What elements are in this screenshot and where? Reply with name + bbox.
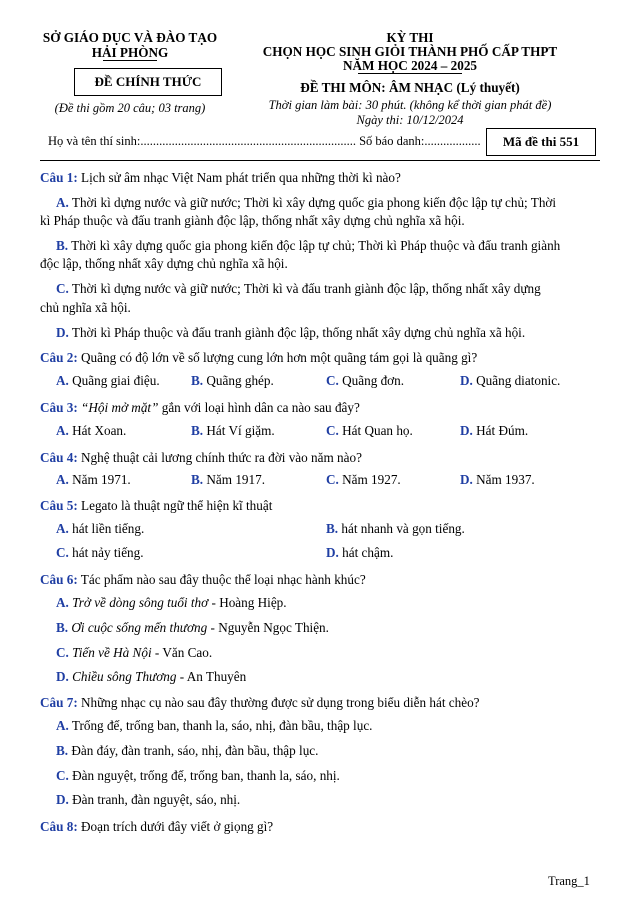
question-5: Câu 5: Legato là thuật ngữ thể hiện kĩ thuật	[40, 498, 273, 513]
page-number: Trang_1	[548, 874, 590, 888]
q5-option-b: B. hát nhanh và gọn tiếng.	[326, 521, 465, 536]
q1-option-c: C. Thời kì dựng nước và giữ nước; Thời kì và đấu tranh giành độc lập, thống nhất xây dựng	[56, 281, 541, 296]
q4-option-b: B. Năm 1917.	[191, 472, 265, 487]
q1-option-d: D. Thời kì Pháp thuộc và đấu tranh giành độc lập, thống nhất xây dựng chủ nghĩa xã hội.	[56, 325, 526, 340]
q6-option-b: B. Ơi cuộc sống mến thương - Nguyễn Ngọc Thiện.	[56, 620, 329, 635]
student-info-line: Họ và tên thí sinh:..................................................................... Số báo danh:..................	[48, 134, 481, 148]
q1-option-a: A. Thời kì dựng nước và giữ nước; Thời kì xây dựng quốc gia phong kiến độc lập tự chủ; Thời	[56, 195, 557, 210]
q5-option-a: A. hát liền tiếng.	[56, 521, 145, 536]
school-year: NĂM HỌC 2024 – 2025	[342, 58, 478, 73]
q5-option-c: C. hát nảy tiếng.	[56, 545, 144, 560]
page-note: (Đề thi gồm 20 câu; 03 trang)	[54, 101, 206, 115]
q3-option-c: C. Hát Quan họ.	[326, 423, 413, 438]
q6-option-a: A. Trở về dòng sông tuổi thơ - Hoàng Hiệp.	[56, 595, 287, 610]
q1-option-b-cont: độc lập, thống nhất xây dựng chủ nghĩa xã hội.	[40, 256, 288, 271]
city-name: HẢI PHÒNG	[91, 45, 169, 60]
q7-option-b: B. Đàn đáy, đàn tranh, sáo, nhị, đàn bầu, thập lục.	[56, 743, 319, 758]
exam-date: Ngày thi: 10/12/2024	[356, 113, 464, 127]
q2-option-c: C. Quãng đơn.	[326, 373, 405, 388]
exam-subject: ĐỀ THI MÔN: ÂM NHẠC (Lý thuyết)	[300, 80, 520, 95]
q6-option-d: D. Chiều sông Thương - An Thuyên	[56, 669, 247, 684]
exam-time: Thời gian làm bài: 30 phút. (không kể thời gian phát đề)	[268, 98, 552, 112]
q3-option-b: B. Hát Ví giặm.	[191, 423, 275, 438]
q3-option-a: A. Hát Xoan.	[56, 423, 127, 438]
q4-option-a: A. Năm 1971.	[56, 472, 131, 487]
question-1	[40, 168, 600, 188]
city-underline	[103, 60, 157, 61]
question-3: Câu 3: “Hội mở mặt” gắn với loại hình dân ca nào sau đây?	[40, 400, 360, 415]
exam-code-box: Mã đề thi 551	[486, 128, 596, 156]
q2-option-b: B. Quãng ghép.	[191, 373, 274, 388]
q1-option-c-cont: chủ nghĩa xã hội.	[40, 300, 131, 315]
header-divider	[40, 160, 600, 161]
question-8: Câu 8: Đoạn trích dưới đây viết ở giọng gì?	[40, 819, 274, 834]
exam-title-1: KỲ THI	[386, 30, 434, 45]
q2-option-d: D. Quãng diatonic.	[460, 373, 561, 388]
q5-option-d: D. hát chậm.	[326, 545, 394, 560]
q2-option-a: A. Quãng giai điệu.	[56, 373, 160, 388]
q6-option-c: C. Tiến về Hà Nội - Văn Cao.	[56, 645, 213, 660]
question-2: Câu 2: Quãng có độ lớn về số lượng cung lớn hơn một quãng tám gọi là quãng gì?	[40, 350, 478, 365]
official-exam-box: ĐỀ CHÍNH THỨC	[74, 68, 222, 96]
q4-option-d: D. Năm 1937.	[460, 472, 535, 487]
question-1-label: Câu 1:	[40, 170, 78, 185]
q7-option-c: C. Đàn nguyệt, trống đế, trống ban, thanh la, sáo, nhị.	[56, 768, 340, 783]
question-7: Câu 7: Những nhạc cụ nào sau đây thường được sử dụng trong biểu diễn hát chèo?	[40, 695, 480, 710]
q7-option-d: D. Đàn tranh, đàn nguyệt, sáo, nhị.	[56, 792, 241, 807]
q4-option-c: C. Năm 1927.	[326, 472, 401, 487]
q3-option-d: D. Hát Đúm.	[460, 423, 529, 438]
q1-option-b: B. Thời kì xây dựng quốc gia phong kiến độc lập tự chủ; Thời kì Pháp thuộc và đấu tranh giành	[56, 238, 561, 253]
department-name: SỞ GIÁO DỤC VÀ ĐÀO TẠO	[42, 30, 218, 45]
question-6: Câu 6: Tác phẩm nào sau đây thuộc thể loại nhạc hành khúc?	[40, 572, 366, 587]
exam-title-2: CHỌN HỌC SINH GIỎI THÀNH PHỐ CẤP THPT	[262, 44, 558, 59]
q1-option-a-cont: kì Pháp thuộc và đấu tranh giành độc lập, thống nhất xây dựng chủ nghĩa xã hội.	[40, 213, 465, 228]
question-1-text: Lịch sử âm nhạc Việt Nam phát triển qua những thời kì nào?	[81, 170, 401, 185]
year-underline	[358, 73, 462, 74]
question-4: Câu 4: Nghệ thuật cải lương chính thức ra đời vào năm nào?	[40, 450, 362, 465]
q7-option-a: A. Trống đế, trống ban, thanh la, sáo, nhị, đàn bầu, thập lục.	[56, 718, 373, 733]
